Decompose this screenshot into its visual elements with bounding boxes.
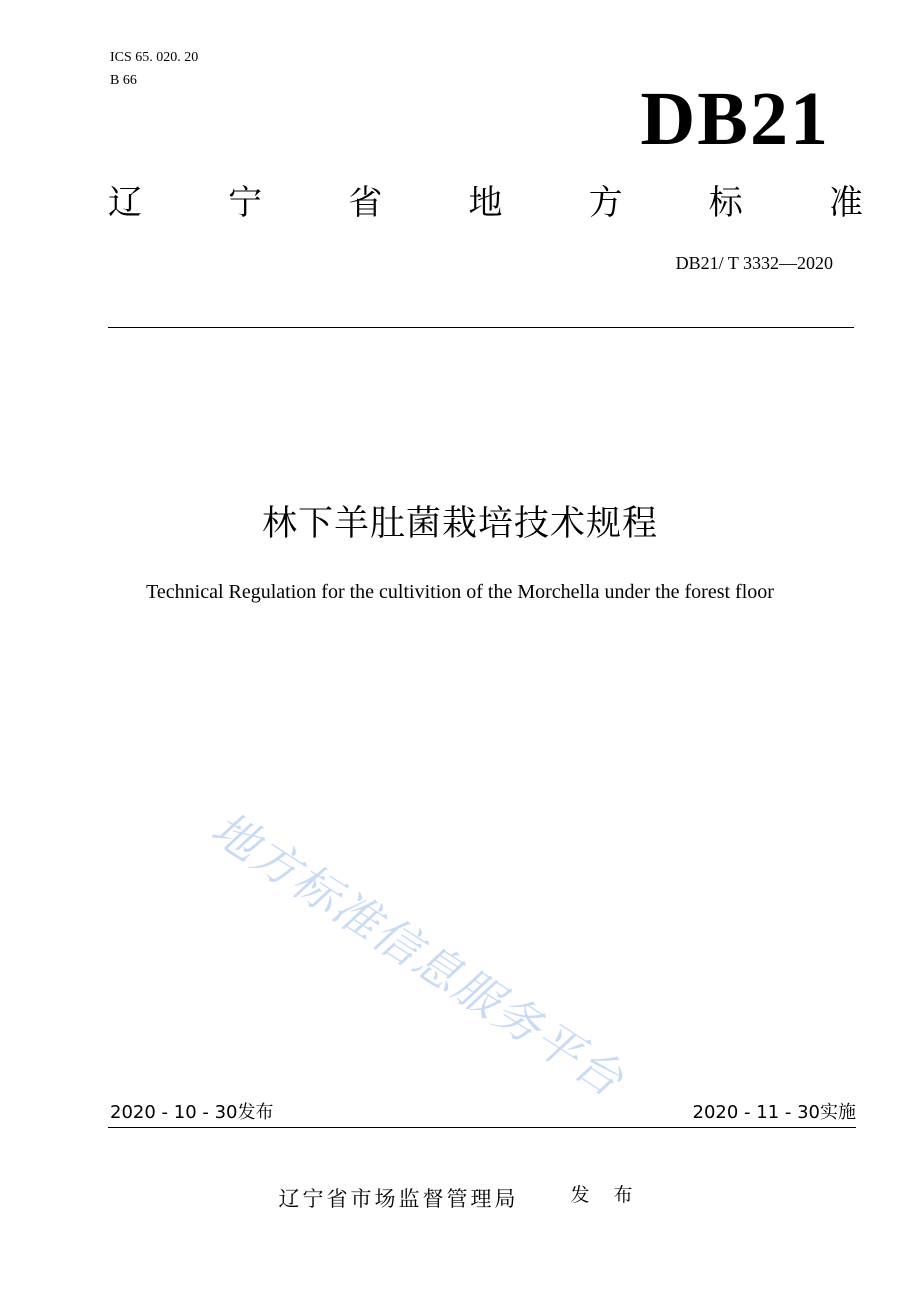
title-chinese: 林下羊肚菌栽培技术规程 [261, 504, 658, 544]
issuer-row [0, 1183, 920, 1215]
standard-type-char: 准 [828, 183, 863, 223]
standard-type-char: 省 [348, 183, 383, 223]
watermark: 地方标准信息服务平台 [202, 800, 635, 1108]
standard-number: DB21/ T 3332—2020 [675, 253, 833, 273]
footer-divider [108, 1127, 856, 1128]
standard-type-char: 地 [468, 183, 503, 223]
classification-codes [110, 46, 198, 92]
implementation-date: 2020 - 11 - 30实施 [692, 1102, 856, 1123]
ics-code: ICS 65. 020. 20 [110, 50, 199, 65]
standard-type-char: 辽 [108, 183, 142, 223]
ccs-code: B 66 [110, 73, 137, 88]
header-divider [108, 327, 854, 328]
standard-type-char: 方 [588, 183, 623, 223]
standard-type-char: 宁 [228, 183, 263, 223]
issue-label: 发 布 [570, 1184, 642, 1206]
standard-mark: DB21 [640, 77, 830, 161]
standard-type-char: 标 [708, 183, 743, 223]
date-row [108, 1100, 856, 1126]
issuer-name: 辽宁省市场监督管理局 [278, 1187, 519, 1211]
title-english: Technical Regulation for the cultivition of the Morchella under the forest floor [146, 581, 774, 603]
standard-type-heading [108, 178, 863, 228]
publish-date: 2020 - 10 - 30发布 [110, 1102, 274, 1123]
